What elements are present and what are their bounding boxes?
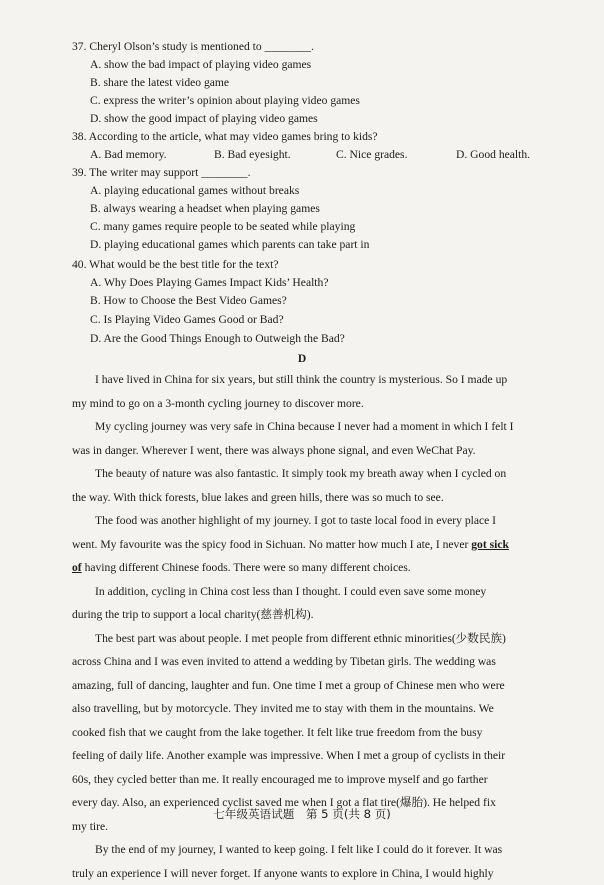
question-38-option-c: C. Nice grades. [336,146,407,164]
passage-line: cooked fish that we caught from the lake together. It felt like true freedom from the busy [72,721,542,745]
question-39-stem: 39. The writer may support ________. [72,164,251,182]
passage-line: truly an experience I will never forget. If anyone wants to explore in China, I would highly [72,862,542,885]
question-40-stem: 40. What would be the best title for the text? [72,256,279,274]
question-40-option-c: C. Is Playing Video Games Good or Bad? [90,311,284,329]
passage-line: The food was another highlight of my journey. I got to taste local food in every place I [72,509,542,533]
passage-line: In addition, cycling in China cost less than I thought. I could even save some money [72,580,542,604]
question-37-option-b: B. share the latest video game [90,74,229,92]
question-38-option-a: A. Bad memory. [90,146,167,164]
passage-line: amazing, full of dancing, laughter and fun. One time I met a group of Chinese men who were [72,674,542,698]
passage-line: every day. Also, an experienced cyclist saved me when I got a flat tire(爆胎). He helped fix [72,791,542,815]
underlined-phrase-got-sick: got sick [471,538,509,551]
passage-line: feeling of daily life. Another example was impressive. When I met a group of cyclists in their [72,744,542,768]
section-title: D [0,350,604,368]
passage-line-with-underline [72,556,542,580]
passage-line-with-underline [72,533,542,557]
question-38-option-b: B. Bad eyesight. [214,146,291,164]
underlined-phrase-of: of [72,561,82,574]
question-37-option-d: D. show the good impact of playing video games [90,110,318,128]
question-39-option-a: A. playing educational games without breaks [90,182,299,200]
question-37-option-c: C. express the writer’s opinion about playing video games [90,92,360,110]
question-37-option-a: A. show the bad impact of playing video games [90,56,311,74]
passage-line: I have lived in China for six years, but still think the country is mysterious. So I made up [72,368,542,392]
passage-text: having different Chinese foods. There were so many different choices. [82,561,411,574]
question-40-option-a: A. Why Does Playing Games Impact Kids’ Health? [90,274,328,292]
passage-line: By the end of my journey, I wanted to keep going. I felt like I could do it forever. It was [72,838,542,862]
question-39-option-b: B. always wearing a headset when playing games [90,200,320,218]
page-footer: 七年级英语试题 第 5 页(共 8 页) [0,806,604,822]
passage-line: My cycling journey was very safe in China because I never had a moment in which I felt I [72,415,542,439]
question-40-option-b: B. How to Choose the Best Video Games? [90,292,287,310]
passage-line: also travelling, but by motorcycle. They invited me to stay with them in the mountains. We [72,697,542,721]
passage-line: across China and I was even invited to attend a wedding by Tibetan girls. The wedding was [72,650,542,674]
passage-line: The best part was about people. I met people from different ethnic minorities(少数民族) [72,627,542,651]
question-39-option-c: C. many games require people to be seated while playing [90,218,355,236]
question-39-option-d: D. playing educational games which parents can take part in [90,236,369,254]
question-38-option-d: D. Good health. [456,146,530,164]
passage-line: during the trip to support a local charity(慈善机构). [72,603,542,627]
question-37-stem: 37. Cheryl Olson’s study is mentioned to ________. [72,38,314,56]
question-38-options [0,146,604,164]
passage-line: 60s, they cycled better than me. It really encouraged me to improve myself and go farther [72,768,542,792]
passage-line: was in danger. Wherever I went, there was always phone signal, and even WeChat Pay. [72,439,542,463]
passage-line: The beauty of nature was also fantastic. It simply took my breath away when I cycled on [72,462,542,486]
passage-line: my tire. [72,815,542,839]
question-40-option-d: D. Are the Good Things Enough to Outweigh the Bad? [90,330,345,348]
question-38-stem: 38. According to the article, what may video games bring to kids? [72,128,378,146]
passage-line: the way. With thick forests, blue lakes and green hills, there was so much to see. [72,486,542,510]
passage-line: my mind to go on a 3-month cycling journey to discover more. [72,392,542,416]
passage-text: went. My favourite was the spicy food in Sichuan. No matter how much I ate, I never [72,538,471,551]
